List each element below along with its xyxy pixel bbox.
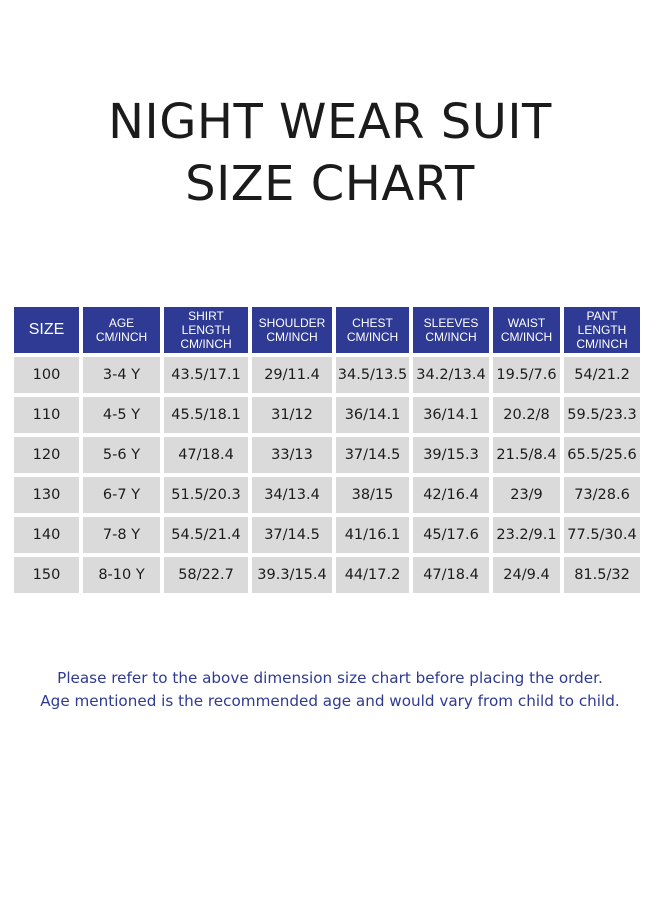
cell-chest: 37/14.5 [336,437,409,473]
cell-waist: 19.5/7.6 [493,357,560,393]
cell-sleeves: 47/18.4 [413,557,489,593]
cell-pant-length: 81.5/32 [564,557,640,593]
cell-sleeves: 39/15.3 [413,437,489,473]
cell-sleeves: 36/14.1 [413,397,489,433]
cell-age: 4-5 Y [83,397,160,433]
header-chest: CHEST CM/INCH [336,307,409,353]
cell-age: 8-10 Y [83,557,160,593]
cell-shirt-length: 51.5/20.3 [164,477,248,513]
header-age: AGE CM/INCH [83,307,160,353]
header-shoulder: SHOULDER CM/INCH [252,307,332,353]
cell-shirt-length: 58/22.7 [164,557,248,593]
table-row [14,557,644,593]
cell-sleeves: 34.2/13.4 [413,357,489,393]
cell-sleeves: 42/16.4 [413,477,489,513]
header-size: SIZE [14,307,79,353]
header-pant-length: PANT LENGTH CM/INCH [564,307,640,353]
cell-shoulder: 29/11.4 [252,357,332,393]
cell-sleeves: 45/17.6 [413,517,489,553]
cell-pant-length: 77.5/30.4 [564,517,640,553]
cell-shirt-length: 54.5/21.4 [164,517,248,553]
table-row [14,477,644,513]
cell-pant-length: 73/28.6 [564,477,640,513]
cell-waist: 23/9 [493,477,560,513]
cell-shirt-length: 47/18.4 [164,437,248,473]
cell-shoulder: 31/12 [252,397,332,433]
cell-waist: 24/9.4 [493,557,560,593]
table-row [14,437,644,473]
cell-size: 150 [14,557,79,593]
cell-size: 120 [14,437,79,473]
cell-shirt-length: 45.5/18.1 [164,397,248,433]
cell-chest: 34.5/13.5 [336,357,409,393]
cell-size: 110 [14,397,79,433]
cell-size: 130 [14,477,79,513]
cell-pant-length: 59.5/23.3 [564,397,640,433]
cell-chest: 41/16.1 [336,517,409,553]
cell-pant-length: 65.5/25.6 [564,437,640,473]
header-sleeves: SLEEVES CM/INCH [413,307,489,353]
header-shirt-length: SHIRT LENGTH CM/INCH [164,307,248,353]
page-title-line-1: NIGHT WEAR SUIT [108,94,552,150]
cell-waist: 21.5/8.4 [493,437,560,473]
note-line-2: Age mentioned is the recommended age and would vary from child to child. [40,692,620,710]
cell-shoulder: 37/14.5 [252,517,332,553]
cell-chest: 38/15 [336,477,409,513]
table-row [14,357,644,393]
cell-size: 100 [14,357,79,393]
page-title-line-2: SIZE CHART [185,156,475,212]
cell-chest: 44/17.2 [336,557,409,593]
note-line-1: Please refer to the above dimension size chart before placing the order. [57,669,603,687]
cell-size: 140 [14,517,79,553]
cell-pant-length: 54/21.2 [564,357,640,393]
table-row [14,397,644,433]
table-header-row [14,307,644,353]
order-notes [0,667,660,713]
cell-shoulder: 34/13.4 [252,477,332,513]
cell-age: 5-6 Y [83,437,160,473]
cell-shoulder: 33/13 [252,437,332,473]
cell-age: 6-7 Y [83,477,160,513]
cell-shirt-length: 43.5/17.1 [164,357,248,393]
cell-chest: 36/14.1 [336,397,409,433]
header-waist: WAIST CM/INCH [493,307,560,353]
cell-age: 3-4 Y [83,357,160,393]
table-row [14,517,644,553]
size-chart-table [14,307,644,597]
cell-age: 7-8 Y [83,517,160,553]
cell-waist: 23.2/9.1 [493,517,560,553]
cell-shoulder: 39.3/15.4 [252,557,332,593]
cell-waist: 20.2/8 [493,397,560,433]
